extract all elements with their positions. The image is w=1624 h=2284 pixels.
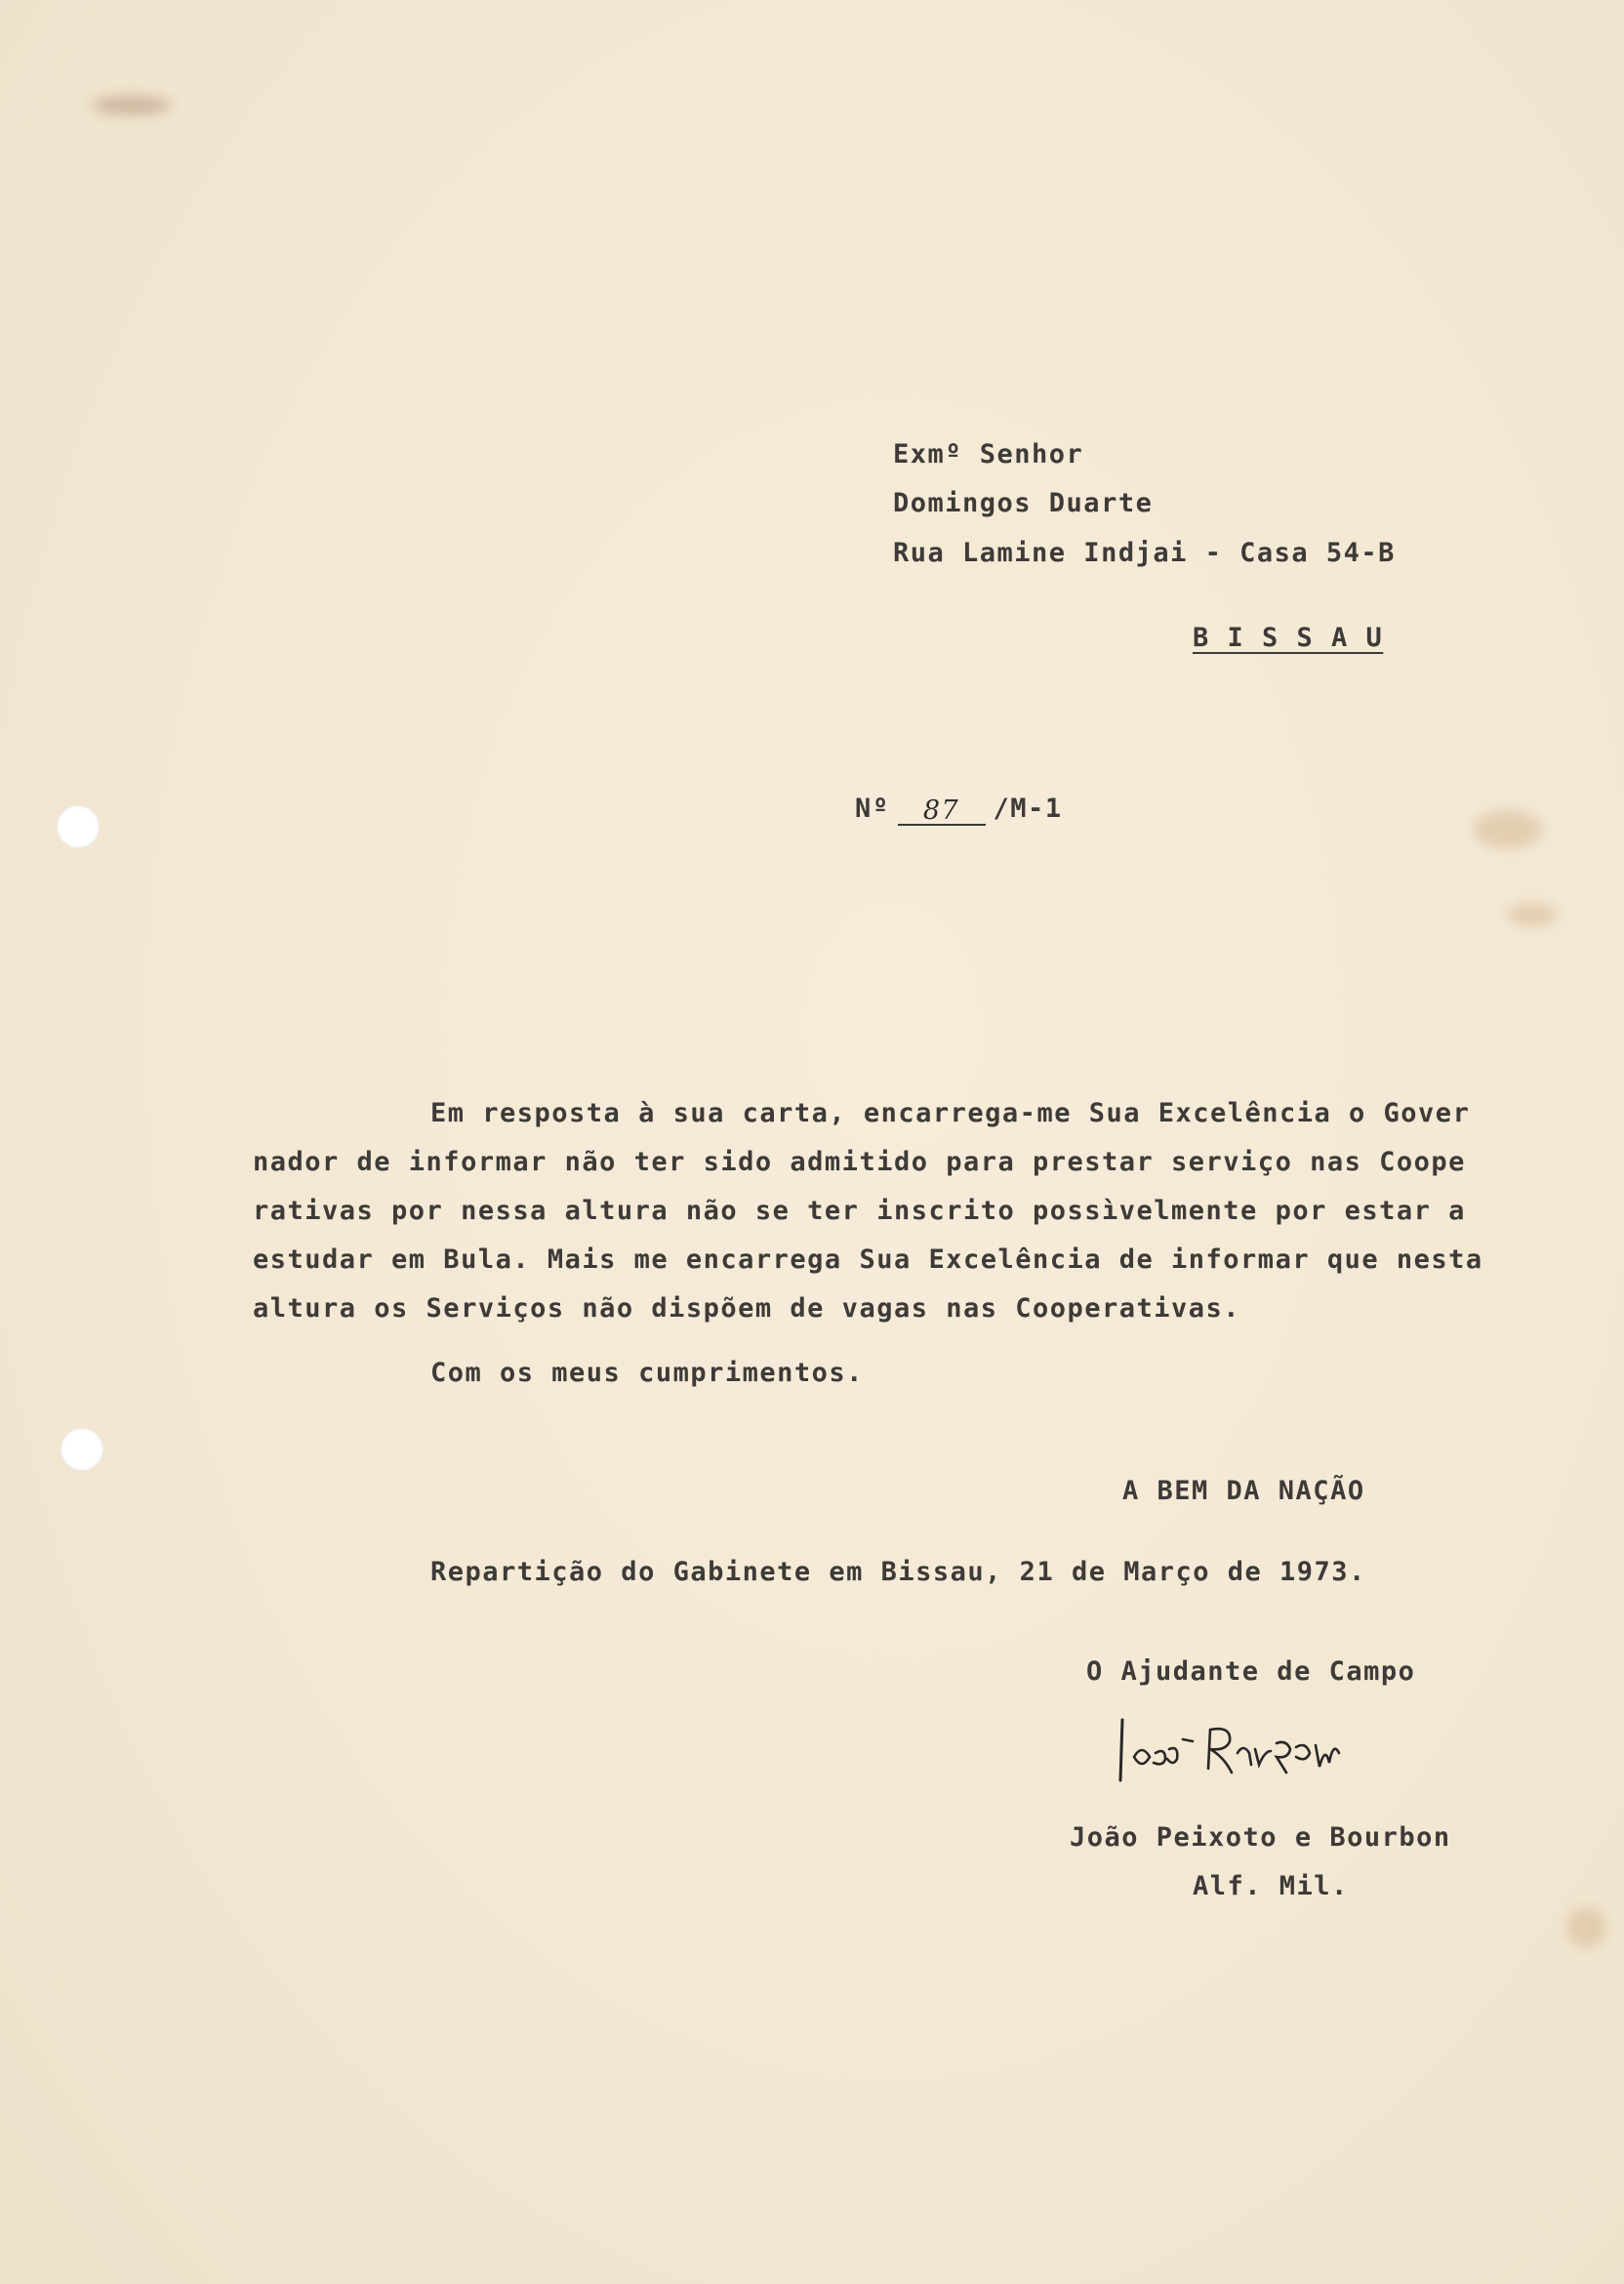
reference-suffix: /M-1 xyxy=(993,794,1063,824)
reference-number xyxy=(786,769,1063,850)
address-street: Rua Lamine Indjai - Casa 54-B xyxy=(893,538,1396,568)
paper-stain xyxy=(1566,1908,1605,1947)
paper-stain xyxy=(93,96,171,115)
body-line: estudar em Bula. Mais me encarrega Sua Excelência de informar que nesta xyxy=(253,1244,1483,1275)
place-date: Repartição do Gabinete em Bissau, 21 de Março de 1973. xyxy=(430,1557,1366,1587)
reference-prefix: Nº xyxy=(855,794,890,824)
paper-stain xyxy=(1508,903,1557,926)
handwritten-signature xyxy=(1113,1710,1386,1795)
body-line: altura os Serviços não dispõem de vagas nas Cooperativas. xyxy=(253,1293,1241,1324)
body-line: Em resposta à sua carta, encarrega-me Sua Excelência o Gover xyxy=(430,1098,1471,1128)
motto: A BEM DA NAÇÃO xyxy=(1122,1476,1365,1506)
signatory-role: O Ajudante de Campo xyxy=(1086,1656,1416,1687)
address-city: B I S S A U xyxy=(1193,623,1384,653)
signatory-rank: Alf. Mil. xyxy=(1193,1871,1349,1901)
punch-hole-top xyxy=(57,805,100,848)
punch-hole-bottom xyxy=(61,1428,103,1471)
reference-handwritten-number: 87 xyxy=(898,797,986,826)
signature-icon xyxy=(1113,1710,1386,1788)
body-line: nador de informar não ter sido admitido para prestar serviço nas Coope xyxy=(253,1147,1466,1177)
address-name: Domingos Duarte xyxy=(893,488,1154,518)
paper-stain xyxy=(1474,810,1542,849)
body-line: rativas por nessa altura não se ter inscrito possìvelmente por estar a xyxy=(253,1196,1466,1226)
address-salutation: Exmº Senhor xyxy=(893,439,1084,469)
signatory-name: João Peixoto e Bourbon xyxy=(1070,1822,1451,1853)
closing-line: Com os meus cumprimentos. xyxy=(430,1358,864,1388)
